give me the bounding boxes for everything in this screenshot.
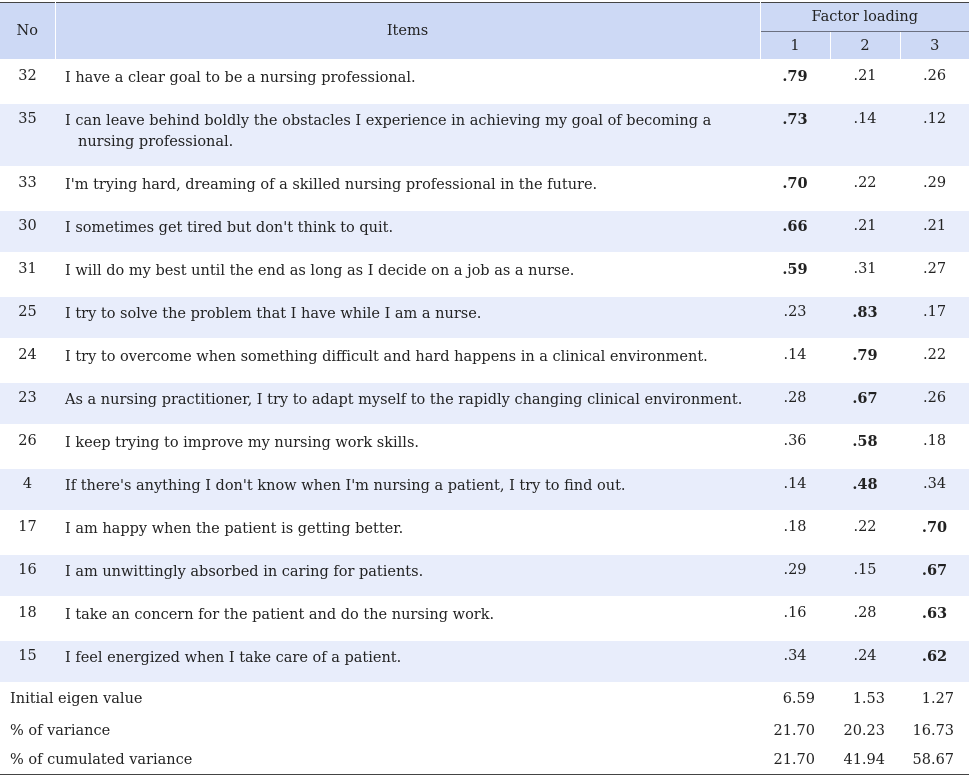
item-text: I take an concern for the patient and do the nursing work. bbox=[65, 607, 495, 623]
item-number: 26 bbox=[0, 425, 55, 468]
factor-2-loading: .79 bbox=[830, 339, 900, 382]
factor-3-loading: .67 bbox=[900, 554, 969, 597]
item-text-cell bbox=[55, 554, 760, 597]
item-text: I'm trying hard, dreaming of a skilled nursing professional in the future. bbox=[65, 177, 598, 193]
item-text-cell bbox=[55, 296, 760, 339]
item-number: 32 bbox=[0, 60, 55, 103]
factor-1-loading: .14 bbox=[760, 468, 830, 511]
factor-2-loading: .28 bbox=[830, 597, 900, 640]
header-factor-loading: Factor loading bbox=[760, 3, 969, 32]
factor-2-loading: .14 bbox=[830, 103, 900, 167]
table-row bbox=[0, 597, 969, 640]
item-text: I keep trying to improve my nursing work skills. bbox=[65, 435, 419, 451]
item-text: I try to overcome when something difficult and hard happens in a clinical environment. bbox=[65, 349, 708, 365]
factor-3-loading: .21 bbox=[900, 210, 969, 253]
item-number: 17 bbox=[0, 511, 55, 554]
factor-3-loading: .27 bbox=[900, 253, 969, 296]
table-row bbox=[0, 554, 969, 597]
factor-2-loading: .48 bbox=[830, 468, 900, 511]
item-number: 15 bbox=[0, 640, 55, 682]
factor-2-loading: .58 bbox=[830, 425, 900, 468]
item-text: I try to solve the problem that I have while I am a nurse. bbox=[65, 306, 482, 322]
item-number: 24 bbox=[0, 339, 55, 382]
item-text: I am unwittingly absorbed in caring for patients. bbox=[65, 564, 424, 580]
item-text: I can leave behind boldly the obstacles I experience in achieving my goal of becoming a bbox=[65, 113, 712, 129]
factor-3-loading: .29 bbox=[900, 167, 969, 210]
item-number: 31 bbox=[0, 253, 55, 296]
item-text-continued: nursing professional. bbox=[78, 134, 234, 150]
factor-1-loading: .28 bbox=[760, 382, 830, 425]
table-row bbox=[0, 468, 969, 511]
factor-3-loading: .22 bbox=[900, 339, 969, 382]
factor-1-loading: .73 bbox=[760, 103, 830, 167]
header-items: Items bbox=[55, 3, 760, 61]
factor-1-loading: .79 bbox=[760, 60, 830, 103]
item-text-cell bbox=[55, 103, 760, 167]
table-header bbox=[0, 3, 969, 61]
factor-3-loading: .12 bbox=[900, 103, 969, 167]
factor-2-loading: .21 bbox=[830, 210, 900, 253]
item-number: 16 bbox=[0, 554, 55, 597]
table-row bbox=[0, 425, 969, 468]
factor-3-loading: .17 bbox=[900, 296, 969, 339]
stat-row bbox=[0, 716, 969, 745]
item-text: I am happy when the patient is getting better. bbox=[65, 521, 404, 537]
factor-3-loading: .18 bbox=[900, 425, 969, 468]
factor-1-loading: .14 bbox=[760, 339, 830, 382]
item-text-cell bbox=[55, 382, 760, 425]
item-number: 25 bbox=[0, 296, 55, 339]
factor-3-loading: .26 bbox=[900, 60, 969, 103]
stat-label: % of cumulated variance bbox=[0, 745, 760, 775]
item-text: I feel energized when I take care of a patient. bbox=[65, 650, 402, 666]
item-text: I sometimes get tired but don't think to quit. bbox=[65, 220, 394, 236]
item-number: 18 bbox=[0, 597, 55, 640]
factor-1-loading: .70 bbox=[760, 167, 830, 210]
factor-2-loading: .67 bbox=[830, 382, 900, 425]
stat-label: Initial eigen value bbox=[10, 691, 143, 707]
factor-1-loading: .66 bbox=[760, 210, 830, 253]
item-number: 33 bbox=[0, 167, 55, 210]
header-no: No bbox=[0, 3, 55, 61]
header-factor-2: 2 bbox=[830, 32, 900, 61]
item-text: I have a clear goal to be a nursing professional. bbox=[65, 70, 416, 86]
item-number: 4 bbox=[0, 468, 55, 511]
table-body bbox=[0, 60, 969, 775]
stat-value-factor-1: 21.70 bbox=[760, 745, 830, 775]
stat-label: % of variance bbox=[10, 722, 111, 739]
item-text-cell bbox=[55, 640, 760, 682]
table-row bbox=[0, 253, 969, 296]
factor-2-loading: .24 bbox=[830, 640, 900, 682]
table-row bbox=[0, 210, 969, 253]
item-text-cell bbox=[55, 210, 760, 253]
factor-3-loading: .70 bbox=[900, 511, 969, 554]
item-text-cell bbox=[55, 60, 760, 103]
table-row bbox=[0, 167, 969, 210]
stat-value-factor-2: 41.94 bbox=[830, 745, 900, 775]
factor-3-loading: .63 bbox=[900, 597, 969, 640]
stat-row bbox=[0, 682, 969, 716]
item-text-cell bbox=[55, 339, 760, 382]
item-number: 35 bbox=[0, 103, 55, 167]
stat-row bbox=[0, 745, 969, 775]
factor-2-loading: .21 bbox=[830, 60, 900, 103]
factor-3-loading: .26 bbox=[900, 382, 969, 425]
item-text-cell bbox=[55, 425, 760, 468]
item-text-cell bbox=[55, 253, 760, 296]
stat-value-factor-2: 20.23 bbox=[843, 722, 885, 739]
item-text-cell bbox=[55, 167, 760, 210]
stat-value-factor-1: 21.70 bbox=[773, 722, 815, 739]
factor-1-loading: .23 bbox=[760, 296, 830, 339]
factor-1-loading: .16 bbox=[760, 597, 830, 640]
item-number: 23 bbox=[0, 382, 55, 425]
header-factor-1: 1 bbox=[760, 32, 830, 61]
factor-1-loading: .18 bbox=[760, 511, 830, 554]
factor-2-loading: .22 bbox=[830, 511, 900, 554]
stat-value-factor-3: 1.27 bbox=[921, 691, 955, 707]
factor-1-loading: .34 bbox=[760, 640, 830, 682]
table-row bbox=[0, 382, 969, 425]
factor-3-loading: .62 bbox=[900, 640, 969, 682]
factor-2-loading: .22 bbox=[830, 167, 900, 210]
stat-value-factor-3: 16.73 bbox=[912, 722, 955, 739]
item-text: If there's anything I don't know when I'm nursing a patient, I try to find out. bbox=[65, 478, 626, 494]
table-row bbox=[0, 511, 969, 554]
factor-2-loading: .83 bbox=[830, 296, 900, 339]
factor-2-loading: .15 bbox=[830, 554, 900, 597]
item-number: 30 bbox=[0, 210, 55, 253]
item-text-cell bbox=[55, 468, 760, 511]
table-row bbox=[0, 60, 969, 103]
table-row bbox=[0, 640, 969, 682]
table-row bbox=[0, 103, 969, 167]
factor-2-loading: .31 bbox=[830, 253, 900, 296]
factor-loading-table bbox=[0, 2, 969, 775]
factor-3-loading: .34 bbox=[900, 468, 969, 511]
item-text: I will do my best until the end as long as I decide on a job as a nurse. bbox=[65, 263, 575, 279]
item-text-cell bbox=[55, 511, 760, 554]
factor-1-loading: .59 bbox=[760, 253, 830, 296]
table-row bbox=[0, 339, 969, 382]
factor-1-loading: .29 bbox=[760, 554, 830, 597]
table-row bbox=[0, 296, 969, 339]
header-factor-3: 3 bbox=[900, 32, 969, 61]
stat-value-factor-2: 1.53 bbox=[852, 691, 885, 707]
factor-1-loading: .36 bbox=[760, 425, 830, 468]
item-text-cell bbox=[55, 597, 760, 640]
stat-value-factor-1: 6.59 bbox=[782, 691, 815, 707]
stat-value-factor-3: 58.67 bbox=[900, 745, 969, 775]
item-text: As a nursing practitioner, I try to adapt myself to the rapidly changing clinical environment. bbox=[65, 392, 743, 408]
